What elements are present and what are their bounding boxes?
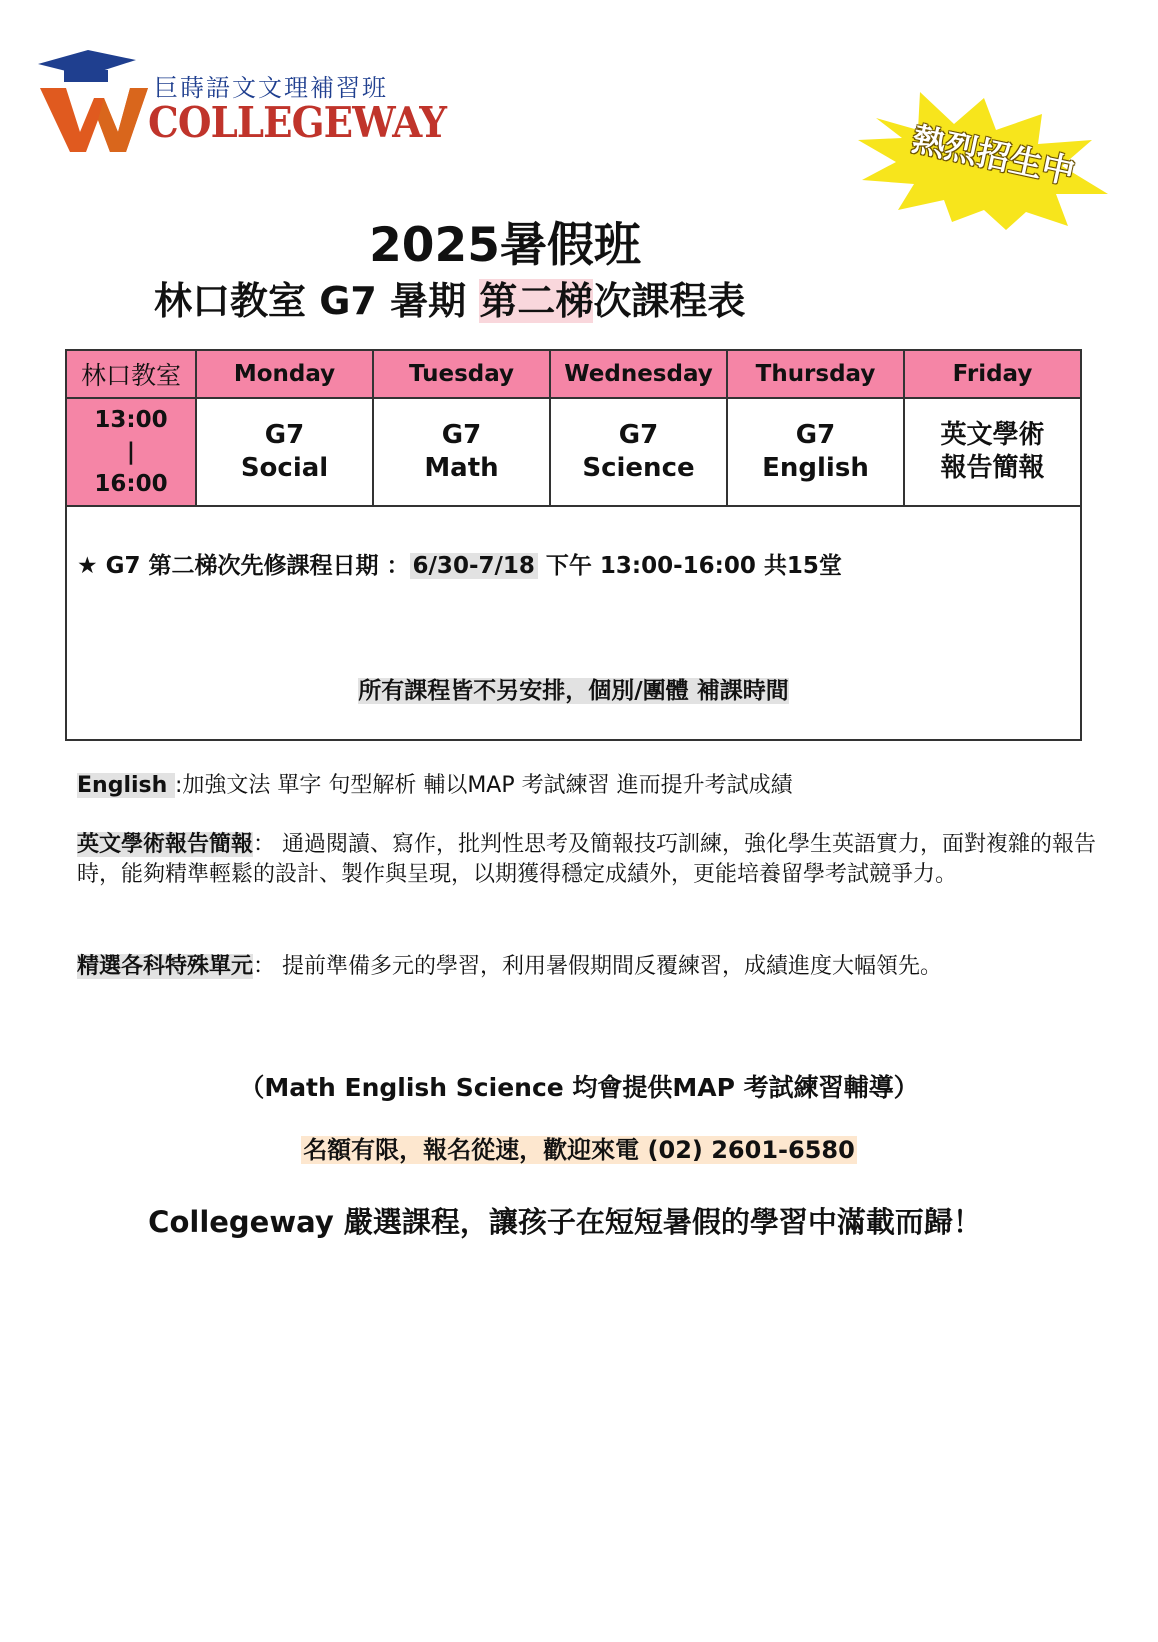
desc-label: 英文學術報告簡報 (77, 832, 254, 857)
makeup-policy-text: 所有課程皆不另安排，個別/團體 補課時間 (358, 678, 789, 704)
class-tuesday (373, 398, 550, 506)
schedule-table (65, 349, 1082, 741)
class-grade: G7 (795, 420, 836, 450)
day-thursday: Thursday (727, 350, 904, 398)
class-thursday (727, 398, 904, 506)
subtitle-highlight: 第二梯 (479, 279, 594, 323)
time-start: 13:00 (94, 407, 168, 433)
logo-chinese-name: 巨蒔語文文理補習班 (154, 74, 388, 102)
desc-text: ： 提前準備多元的學習，利用暑假期間反覆練習，成績進度大幅領先。 (253, 954, 943, 979)
time-slot (66, 398, 196, 506)
contact-text: 名額有限，報名從速，歡迎來電 (02) 2601-6580 (303, 1136, 855, 1164)
desc-text: :加強文法 單字 句型解析 輔以MAP 考試練習 進而提升考試成績 (174, 773, 793, 798)
time-separator: | (126, 439, 136, 465)
schedule-notes (66, 506, 1081, 740)
schedule-header-row (66, 350, 1081, 398)
note-date-range: 6/30-7/18 (410, 553, 538, 579)
desc-label: 精選各科特殊單元 (77, 954, 254, 979)
subtitle-prefix: 林口教室 G7 暑期 (154, 279, 480, 323)
class-title-line2: 報告簡報 (940, 453, 1045, 483)
logo-cap-w-mark (36, 48, 156, 160)
note-suffix: 下午 13:00-16:00 共15堂 (537, 553, 842, 579)
time-end: 16:00 (94, 471, 168, 497)
desc-label: English (77, 773, 175, 798)
class-subject: Science (582, 453, 695, 483)
class-title-line1: 英文學術 (940, 420, 1045, 450)
class-subject: English (762, 453, 869, 483)
page-subtitle (154, 270, 745, 325)
class-wednesday (550, 398, 727, 506)
logo-english-name: COLLEGEWAY (148, 98, 447, 147)
note-prefix: ★ G7 第二梯次先修課程日期 ： (77, 553, 410, 579)
class-subject: Math (424, 453, 499, 483)
desc-academic-report (77, 830, 1097, 890)
desc-english (77, 771, 1097, 801)
collegeway-logo (36, 48, 447, 160)
classroom-label: 林口教室 (66, 350, 196, 398)
closing-slogan: Collegeway 嚴選課程，讓孩子在短短暑假的學習中滿載而歸！ (148, 1205, 982, 1239)
day-tuesday: Tuesday (373, 350, 550, 398)
badge-text: 熱烈招生中 (908, 119, 1079, 192)
enrollment-contact (0, 1130, 1158, 1165)
day-friday: Friday (904, 350, 1081, 398)
class-subject: Social (240, 453, 329, 483)
subtitle-suffix: 次課程表 (593, 279, 746, 323)
day-monday: Monday (196, 350, 373, 398)
class-grade: G7 (441, 420, 482, 450)
makeup-policy-note (67, 672, 1080, 705)
desc-special-units (77, 952, 1097, 982)
class-grade: G7 (618, 420, 659, 450)
schedule-class-row (66, 398, 1081, 506)
class-grade: G7 (264, 420, 305, 450)
page-title: 2025暑假班 (369, 218, 641, 273)
day-wednesday: Wednesday (550, 350, 727, 398)
desc-text: ： 通過閱讀、寫作，批判性思考及簡報技巧訓練，強化學生英語實力，面對複雜的報告時，能夠精準輕鬆的設計、製作與呈現，以期獲得穩定成績外，更能培養留學考試競爭力。 (77, 832, 1097, 887)
class-friday (904, 398, 1081, 506)
schedule-note-row (66, 506, 1081, 740)
map-practice-note: （Math English Science 均會提供MAP 考試練習輔導） (239, 1073, 919, 1102)
course-dates-note (77, 547, 842, 580)
class-monday (196, 398, 373, 506)
